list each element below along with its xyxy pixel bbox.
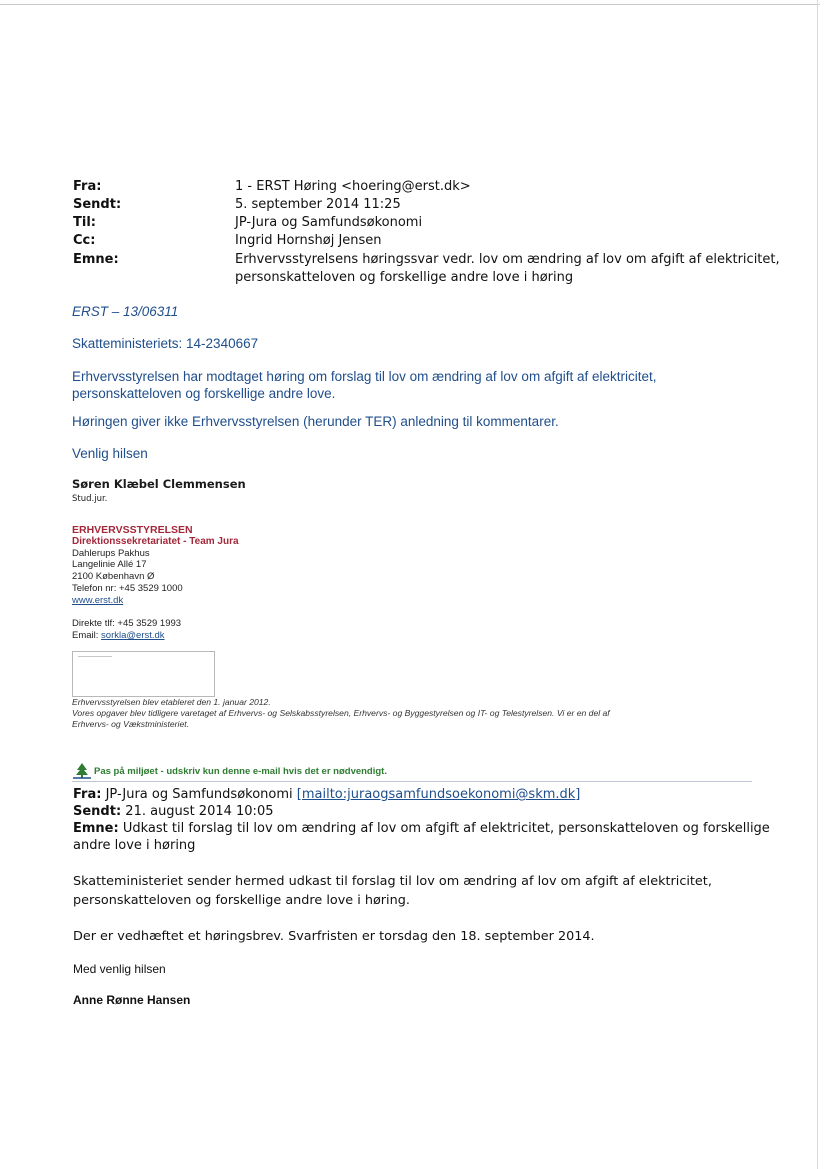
website-link[interactable]: www.erst.dk [72, 595, 124, 606]
fwd-sent-row [73, 803, 273, 820]
email-line [72, 630, 165, 642]
to-value: JP-Jura og Samfundsøkonomi [235, 215, 423, 230]
address-line-1: Dahlerups Pakhus [72, 548, 150, 559]
note-line-1: Erhvervsstyrelsen blev etableret den 1. januar 2012. [72, 697, 271, 707]
fwd-paragraph-1-line-1: Skatteministeriet sender hermed udkast til forslag til lov om ændring af lov om afgift af elektricitet, [73, 874, 712, 889]
fwd-subject-line-2: andre love i høring [73, 838, 196, 853]
body-paragraph-1-line-2: personskatteloven og forskellige andre love. [72, 386, 336, 401]
fwd-paragraph-1-line-2: personskatteloven og forskellige andre love i høring. [73, 893, 410, 908]
fwd-closing: Med venlig hilsen [73, 962, 166, 976]
image-placeholder-mark [78, 656, 112, 657]
department-name: Direktionssekretariatet - Team Jura [72, 536, 239, 547]
body-paragraph-2: Høringen giver ikke Erhvervsstyrelsen (herunder TER) anledning til kommentarer. [72, 414, 559, 429]
fwd-sender-name: Anne Rønne Hansen [73, 993, 191, 1007]
from-value: 1 - ERST Høring <hoering@erst.dk> [235, 179, 471, 194]
erst-reference: ERST – 13/06311 [72, 304, 179, 319]
direct-phone: Direkte tlf: +45 3529 1993 [72, 618, 182, 629]
scan-top-border [0, 4, 820, 5]
separator-line [72, 781, 752, 782]
cc-value: Ingrid Hornshøj Jensen [235, 233, 382, 248]
environment-note-text: Pas på miljøet - udskriv kun denne e-mail hvis det er nødvendigt. [94, 766, 387, 777]
signature-title: Stud.jur. [72, 494, 108, 504]
fwd-from-mailto-link[interactable]: [mailto:juraogsamfundsoekonomi@skm.dk] [296, 787, 581, 802]
subject-line-1: Erhvervsstyrelsens høringssvar vedr. lov om ændring af lov om afgift af elektricitet, [235, 252, 780, 267]
signature-name: Søren Klæbel Clemmensen [72, 477, 246, 491]
email-link[interactable]: sorkla@erst.dk [101, 630, 165, 641]
note-line-2: Vores opgaver blev tidligere varetaget af Erhvervs- og Selskabsstyrelsen, Erhvervs- og Byggestyrelsen og IT- og Telestyrelsen. Vi er en del af [72, 708, 610, 718]
note-line-3: Erhvervs- og Vækstministeriet. [72, 719, 190, 729]
subject-label: Emne: [73, 252, 119, 267]
fwd-sent-label: Sendt: [73, 804, 122, 819]
fwd-subject-line-1: Udkast til forslag til lov om ændring af lov om afgift af elektricitet, personskatteloven og forskellige [122, 821, 770, 836]
email-label: Email: [72, 630, 99, 641]
to-label: Til: [73, 215, 96, 230]
fwd-subject-row [73, 820, 770, 837]
fwd-from-row [73, 786, 580, 803]
logo-image-placeholder [72, 651, 215, 697]
from-label: Fra: [73, 179, 102, 194]
fwd-from-value: JP-Jura og Samfundsøkonomi [105, 787, 293, 802]
address-line-3: 2100 København Ø [72, 571, 155, 582]
recycle-tree-icon [72, 762, 92, 780]
body-paragraph-1-line-1: Erhvervsstyrelsen har modtaget høring om forslag til lov om ændring af lov om afgift af elektricitet, [72, 369, 657, 384]
address-line-2: Langelinie Allé 17 [72, 559, 147, 570]
scan-right-border [817, 0, 818, 1169]
fwd-subject-label: Emne: [73, 821, 119, 836]
fwd-from-label: Fra: [73, 787, 102, 802]
organization-name: ERHVERVSSTYRELSEN [72, 524, 193, 536]
skm-reference: Skatteministeriets: 14-2340667 [72, 336, 259, 351]
subject-line-2: personskatteloven og forskellige andre love i høring [235, 270, 574, 285]
fwd-sent-value: 21. august 2014 10:05 [125, 804, 274, 819]
sent-label: Sendt: [73, 197, 122, 212]
sent-value: 5. september 2014 11:25 [235, 197, 401, 212]
body-paragraph-1 [72, 368, 712, 402]
phone-number: Telefon nr: +45 3529 1000 [72, 583, 183, 594]
greeting: Venlig hilsen [72, 446, 148, 461]
cc-label: Cc: [73, 233, 96, 248]
fwd-paragraph-2: Der er vedhæftet et høringsbrev. Svarfristen er torsdag den 18. september 2014. [73, 929, 595, 944]
